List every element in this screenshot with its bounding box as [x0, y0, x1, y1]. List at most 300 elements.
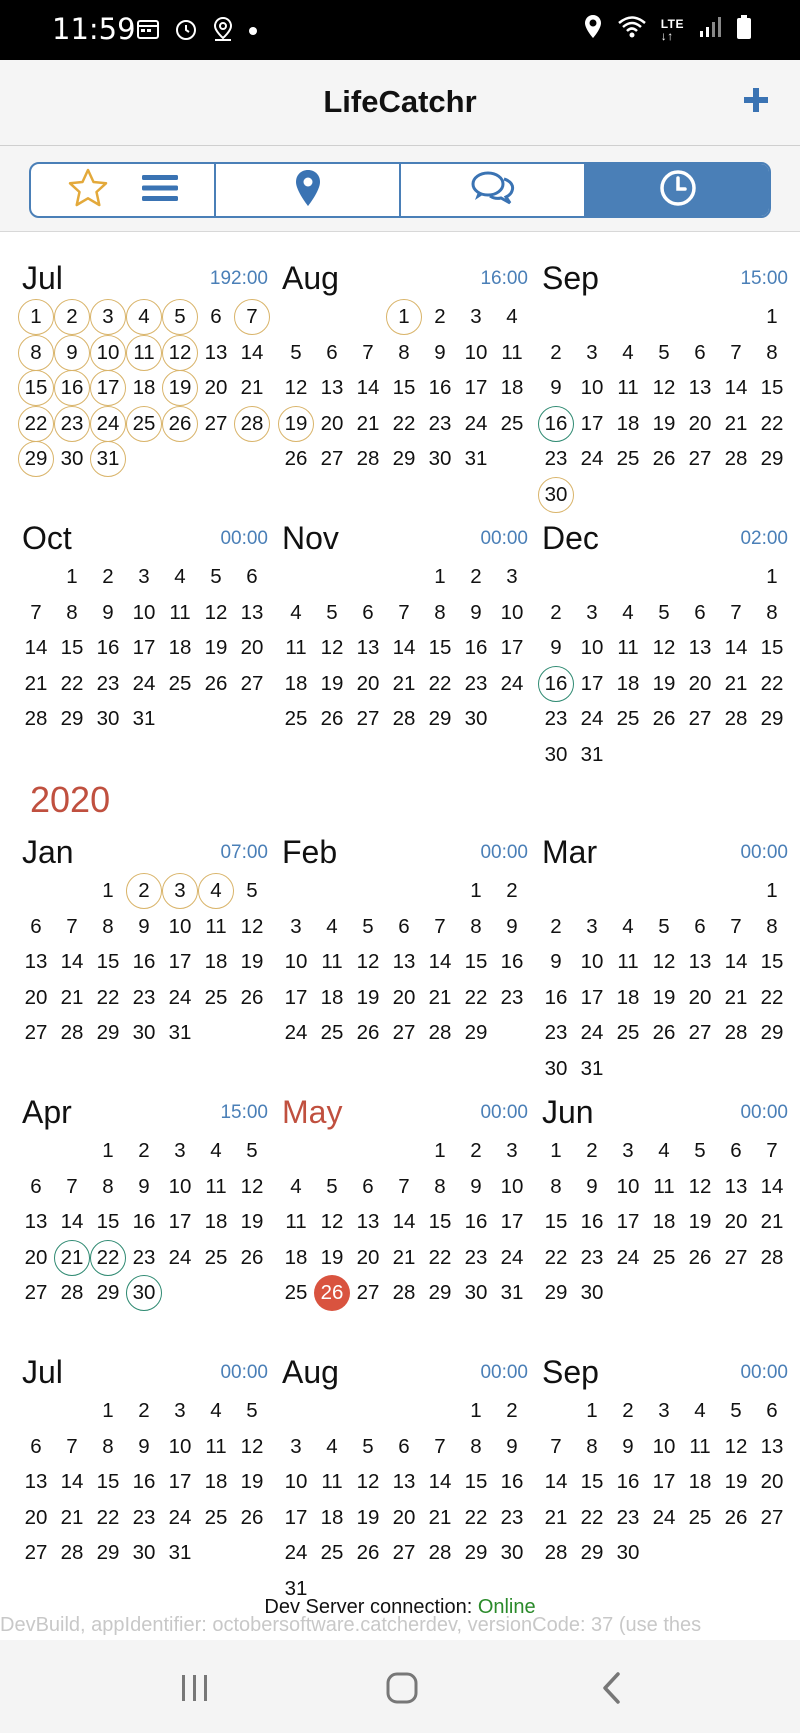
- calendar-day[interactable]: 3: [290, 914, 302, 938]
- calendar-day[interactable]: 23: [500, 1505, 524, 1529]
- calendar-day[interactable]: 21: [60, 985, 84, 1009]
- calendar-day[interactable]: 27: [724, 1245, 748, 1269]
- calendar-day[interactable]: 3: [174, 1139, 186, 1162]
- calendar-day[interactable]: 6: [30, 1174, 42, 1198]
- calendar-day[interactable]: 17: [500, 1210, 524, 1234]
- calendar-day[interactable]: 7: [730, 340, 742, 364]
- calendar-day[interactable]: 22: [760, 985, 784, 1009]
- calendar-day[interactable]: 16: [580, 1210, 604, 1234]
- calendar-day[interactable]: 25: [652, 1245, 676, 1269]
- calendar-day[interactable]: 29: [544, 1281, 568, 1305]
- calendar-day[interactable]: 10: [132, 600, 156, 624]
- calendar-day[interactable]: 16: [132, 1470, 156, 1494]
- calendar-day[interactable]: 31: [284, 1577, 308, 1600]
- calendar-day[interactable]: 10: [168, 914, 192, 938]
- calendar-day[interactable]: 5: [246, 879, 258, 902]
- calendar-day[interactable]: 14: [24, 636, 48, 660]
- calendar-day[interactable]: 8: [102, 1434, 114, 1458]
- calendar-day[interactable]: 19: [652, 411, 676, 435]
- calendar-day[interactable]: 11: [501, 340, 523, 364]
- calendar-day[interactable]: 28: [60, 1021, 84, 1045]
- calendar-day[interactable]: 22: [760, 411, 784, 435]
- calendar-day[interactable]: 17: [284, 1505, 308, 1529]
- calendar-day[interactable]: 11: [126, 335, 162, 371]
- calendar-day[interactable]: 24: [500, 671, 524, 695]
- calendar-day[interactable]: 12: [356, 1470, 380, 1494]
- calendar-day[interactable]: 17: [580, 985, 604, 1009]
- calendar-day[interactable]: 29: [96, 1281, 120, 1305]
- calendar-day[interactable]: 4: [622, 914, 634, 938]
- calendar-day[interactable]: 18: [204, 950, 228, 974]
- calendar-day[interactable]: 4: [126, 299, 162, 335]
- calendar-day[interactable]: 21: [724, 985, 748, 1009]
- calendar-day[interactable]: 14: [356, 376, 380, 400]
- calendar-day[interactable]: 16: [500, 950, 524, 974]
- calendar-day[interactable]: 9: [586, 1174, 598, 1198]
- star-icon[interactable]: [66, 167, 110, 214]
- calendar-day[interactable]: 13: [688, 950, 712, 974]
- calendar-day[interactable]: 18: [616, 411, 640, 435]
- calendar-day[interactable]: 7: [550, 1434, 562, 1458]
- calendar-day[interactable]: 11: [617, 376, 639, 400]
- calendar-day[interactable]: 16: [54, 370, 90, 406]
- calendar-day[interactable]: 29: [580, 1541, 604, 1565]
- calendar-day[interactable]: 4: [174, 565, 186, 588]
- calendar-day[interactable]: 10: [90, 335, 126, 371]
- calendar-day[interactable]: 6: [326, 340, 338, 364]
- calendar-day[interactable]: 21: [392, 671, 416, 695]
- calendar-day[interactable]: 13: [320, 376, 344, 400]
- calendar-day[interactable]: 14: [60, 1470, 84, 1494]
- calendar-day[interactable]: 12: [652, 950, 676, 974]
- calendar-day[interactable]: 29: [464, 1541, 488, 1565]
- calendar-day[interactable]: 17: [580, 411, 604, 435]
- calendar-day[interactable]: 22: [60, 671, 84, 695]
- calendar-day[interactable]: 5: [326, 600, 338, 624]
- calendar-day[interactable]: 24: [284, 1021, 308, 1045]
- calendar-day[interactable]: 13: [240, 600, 264, 624]
- calendar-day[interactable]: 26: [240, 985, 264, 1009]
- calendar-day[interactable]: 17: [580, 671, 604, 695]
- calendar-day[interactable]: 21: [60, 1505, 84, 1529]
- calendar-day[interactable]: 25: [126, 406, 162, 442]
- calendar-day[interactable]: 22: [392, 411, 416, 435]
- calendar-day[interactable]: 15: [760, 636, 784, 660]
- calendar-day[interactable]: 9: [102, 600, 114, 624]
- calendar-day[interactable]: 27: [688, 447, 712, 471]
- list-icon[interactable]: [140, 172, 180, 209]
- calendar-day[interactable]: 8: [766, 340, 778, 364]
- calendar-day[interactable]: 25: [320, 1541, 344, 1565]
- calendar-day[interactable]: 2: [470, 1139, 482, 1162]
- calendar-day[interactable]: 14: [392, 1210, 416, 1234]
- calendar-day[interactable]: 12: [724, 1434, 748, 1458]
- calendar-day[interactable]: 21: [24, 671, 48, 695]
- calendar-day[interactable]: 13: [392, 950, 416, 974]
- calendar-day[interactable]: 30: [132, 1021, 156, 1045]
- calendar-day[interactable]: 23: [500, 985, 524, 1009]
- calendar-day[interactable]: 6: [362, 600, 374, 624]
- calendar-day[interactable]: 4: [290, 1174, 302, 1198]
- calendar-day[interactable]: 14: [428, 950, 452, 974]
- calendar-day[interactable]: 3: [658, 1399, 670, 1422]
- calendar-day[interactable]: 13: [204, 340, 228, 364]
- calendar-day[interactable]: 13: [688, 636, 712, 660]
- calendar-day[interactable]: 26: [724, 1505, 748, 1529]
- calendar-day[interactable]: 23: [132, 1505, 156, 1529]
- calendar-day[interactable]: 28: [392, 707, 416, 731]
- calendar-day[interactable]: 25: [204, 985, 228, 1009]
- calendar-day[interactable]: 27: [356, 1281, 380, 1305]
- calendar-day[interactable]: 20: [760, 1470, 784, 1494]
- calendar-day[interactable]: 17: [652, 1470, 676, 1494]
- calendar-day[interactable]: 23: [464, 671, 488, 695]
- calendar-day[interactable]: 28: [60, 1281, 84, 1305]
- calendar-day[interactable]: 19: [356, 985, 380, 1009]
- calendar-day[interactable]: 15: [96, 950, 120, 974]
- calendar-day[interactable]: 10: [284, 1470, 308, 1494]
- calendar-day[interactable]: 22: [90, 1240, 126, 1276]
- calendar-day[interactable]: 2: [470, 565, 482, 588]
- calendar-day[interactable]: 22: [464, 1505, 488, 1529]
- calendar-day[interactable]: 19: [240, 1470, 264, 1494]
- calendar-day[interactable]: 7: [66, 914, 78, 938]
- calendar-day[interactable]: 6: [30, 914, 42, 938]
- calendar-day[interactable]: 26: [204, 671, 228, 695]
- calendar-day[interactable]: 22: [18, 406, 54, 442]
- calendar-day[interactable]: 20: [688, 671, 712, 695]
- calendar-day[interactable]: 1: [470, 1399, 482, 1422]
- calendar-day[interactable]: 30: [544, 1057, 568, 1080]
- calendar-day[interactable]: 27: [392, 1021, 416, 1045]
- calendar-day[interactable]: 3: [162, 873, 198, 909]
- calendar-day[interactable]: 9: [54, 335, 90, 371]
- calendar-day[interactable]: 29: [60, 707, 84, 731]
- calendar-day[interactable]: 1: [550, 1139, 562, 1162]
- calendar-day[interactable]: 22: [428, 671, 452, 695]
- calendar-day[interactable]: 10: [580, 636, 604, 660]
- calendar-day[interactable]: 19: [240, 950, 264, 974]
- calendar-day[interactable]: 16: [464, 636, 488, 660]
- calendar-day[interactable]: 13: [24, 1470, 48, 1494]
- calendar-day[interactable]: 8: [102, 914, 114, 938]
- calendar-day[interactable]: 1: [102, 879, 114, 902]
- tab-time[interactable]: [586, 164, 769, 216]
- calendar-day[interactable]: 9: [550, 376, 562, 400]
- calendar-day[interactable]: 30: [580, 1281, 604, 1305]
- calendar-day[interactable]: 1: [102, 1399, 114, 1422]
- calendar-day[interactable]: 21: [240, 376, 264, 400]
- calendar-day[interactable]: 5: [730, 1399, 742, 1422]
- calendar-day[interactable]: 9: [470, 1174, 482, 1198]
- calendar-day[interactable]: 3: [174, 1399, 186, 1422]
- calendar-day[interactable]: 5: [326, 1174, 338, 1198]
- calendar-day[interactable]: 3: [506, 565, 518, 588]
- calendar-day[interactable]: 5: [246, 1399, 258, 1422]
- calendar-day[interactable]: 31: [132, 707, 156, 731]
- calendar-day[interactable]: 9: [138, 914, 150, 938]
- calendar-day[interactable]: 18: [284, 1245, 308, 1269]
- calendar-day[interactable]: 7: [66, 1174, 78, 1198]
- calendar-day[interactable]: 11: [689, 1434, 711, 1458]
- calendar-day[interactable]: 7: [730, 914, 742, 938]
- calendar-day[interactable]: 9: [622, 1434, 634, 1458]
- calendar-day[interactable]: 8: [766, 914, 778, 938]
- calendar-day[interactable]: 14: [724, 636, 748, 660]
- calendar-day[interactable]: 31: [500, 1281, 524, 1305]
- calendar-day[interactable]: 14: [392, 636, 416, 660]
- calendar-day[interactable]: 6: [362, 1174, 374, 1198]
- calendar-day[interactable]: 7: [730, 600, 742, 624]
- calendar-day[interactable]: 18: [652, 1210, 676, 1234]
- calendar-day[interactable]: 25: [688, 1505, 712, 1529]
- calendar-day[interactable]: 7: [30, 600, 42, 624]
- calendar-day[interactable]: 3: [470, 305, 482, 328]
- calendar-day[interactable]: 6: [766, 1399, 778, 1422]
- calendar-day[interactable]: 5: [210, 565, 222, 588]
- calendar-day[interactable]: 30: [96, 707, 120, 731]
- calendar-day[interactable]: 9: [550, 636, 562, 660]
- calendar-day[interactable]: 23: [580, 1245, 604, 1269]
- calendar-day[interactable]: 2: [126, 873, 162, 909]
- calendar-day[interactable]: 27: [24, 1281, 48, 1305]
- calendar-day[interactable]: 5: [658, 340, 670, 364]
- calendar-day[interactable]: 18: [204, 1470, 228, 1494]
- calendar-day[interactable]: 12: [240, 1434, 264, 1458]
- calendar-day[interactable]: 4: [694, 1399, 706, 1422]
- calendar-day[interactable]: 19: [162, 370, 198, 406]
- calendar-day[interactable]: 12: [652, 636, 676, 660]
- add-button[interactable]: [738, 82, 774, 118]
- calendar-day[interactable]: 1: [66, 565, 78, 588]
- calendar-day[interactable]: 26: [356, 1541, 380, 1565]
- calendar-day[interactable]: 28: [724, 707, 748, 731]
- calendar-day[interactable]: 28: [24, 707, 48, 731]
- calendar-day[interactable]: 25: [284, 1281, 308, 1305]
- calendar-day[interactable]: 2: [102, 565, 114, 588]
- calendar-day[interactable]: 14: [428, 1470, 452, 1494]
- calendar-day[interactable]: 28: [544, 1541, 568, 1565]
- calendar-day[interactable]: 19: [204, 636, 228, 660]
- calendar-day[interactable]: 6: [246, 565, 258, 588]
- calendar-day[interactable]: 29: [760, 1021, 784, 1045]
- calendar-day[interactable]: 3: [290, 1434, 302, 1458]
- calendar-day[interactable]: 6: [30, 1434, 42, 1458]
- calendar-day[interactable]: 12: [284, 376, 308, 400]
- calendar-day[interactable]: 26: [652, 447, 676, 471]
- calendar-day[interactable]: 22: [580, 1505, 604, 1529]
- calendar-day[interactable]: 27: [240, 671, 264, 695]
- calendar-day[interactable]: 11: [205, 1434, 227, 1458]
- calendar-day[interactable]: 3: [506, 1139, 518, 1162]
- calendar-day[interactable]: 10: [500, 1174, 524, 1198]
- calendar-day[interactable]: 13: [392, 1470, 416, 1494]
- calendar-day[interactable]: 4: [210, 1399, 222, 1422]
- calendar-day[interactable]: 4: [326, 914, 338, 938]
- calendar-day[interactable]: 29: [760, 707, 784, 731]
- calendar-day[interactable]: 10: [464, 340, 488, 364]
- calendar-day[interactable]: 15: [392, 376, 416, 400]
- calendar-day[interactable]: 16: [616, 1470, 640, 1494]
- calendar-day[interactable]: 21: [544, 1505, 568, 1529]
- calendar-day[interactable]: 24: [580, 1021, 604, 1045]
- calendar-day[interactable]: 5: [694, 1139, 706, 1162]
- calendar-day-today[interactable]: 26: [314, 1275, 350, 1311]
- calendar-day[interactable]: 6: [694, 600, 706, 624]
- calendar-day[interactable]: 23: [54, 406, 90, 442]
- calendar-day[interactable]: 3: [90, 299, 126, 335]
- calendar-day[interactable]: 10: [168, 1434, 192, 1458]
- calendar-day[interactable]: 20: [688, 985, 712, 1009]
- calendar-day[interactable]: 18: [320, 1505, 344, 1529]
- calendar-day[interactable]: 26: [652, 1021, 676, 1045]
- calendar-day[interactable]: 28: [724, 1021, 748, 1045]
- tab-favorites-list[interactable]: [31, 164, 216, 216]
- calendar-day[interactable]: 13: [24, 1210, 48, 1234]
- calendar-day[interactable]: 1: [434, 1139, 446, 1162]
- calendar-day[interactable]: 15: [580, 1470, 604, 1494]
- calendar-day[interactable]: 29: [18, 441, 54, 477]
- calendar-day[interactable]: 27: [24, 1541, 48, 1565]
- calendar-day[interactable]: 18: [204, 1210, 228, 1234]
- calendar-day[interactable]: 5: [362, 1434, 374, 1458]
- calendar-day[interactable]: 17: [500, 636, 524, 660]
- calendar-day[interactable]: 5: [246, 1139, 258, 1162]
- calendar-day[interactable]: 10: [580, 376, 604, 400]
- calendar-day[interactable]: 1: [18, 299, 54, 335]
- calendar-day[interactable]: 1: [434, 565, 446, 588]
- calendar-day[interactable]: 4: [622, 600, 634, 624]
- calendar-day[interactable]: 3: [586, 340, 598, 364]
- calendar-day[interactable]: 22: [96, 1505, 120, 1529]
- calendar-day[interactable]: 9: [506, 1434, 518, 1458]
- calendar-day[interactable]: 8: [18, 335, 54, 371]
- calendar-day[interactable]: 28: [724, 447, 748, 471]
- calendar-day[interactable]: 26: [240, 1505, 264, 1529]
- calendar-day[interactable]: 13: [688, 376, 712, 400]
- calendar-day[interactable]: 15: [544, 1210, 568, 1234]
- calendar-day[interactable]: 20: [320, 411, 344, 435]
- calendar-day[interactable]: 25: [616, 707, 640, 731]
- calendar-day[interactable]: 29: [760, 447, 784, 471]
- calendar-day[interactable]: 24: [580, 707, 604, 731]
- calendar-day[interactable]: 8: [550, 1174, 562, 1198]
- calendar-day[interactable]: 12: [240, 914, 264, 938]
- calendar-day[interactable]: 9: [506, 914, 518, 938]
- calendar-day[interactable]: 20: [392, 985, 416, 1009]
- calendar-day[interactable]: 31: [464, 447, 488, 471]
- calendar-day[interactable]: 1: [470, 879, 482, 902]
- calendar-day[interactable]: 30: [464, 707, 488, 731]
- calendar-day[interactable]: 6: [694, 340, 706, 364]
- calendar-day[interactable]: 19: [278, 406, 314, 442]
- calendar-day[interactable]: 14: [60, 950, 84, 974]
- calendar-day[interactable]: 18: [500, 376, 524, 400]
- calendar-day[interactable]: 13: [24, 950, 48, 974]
- calendar-day[interactable]: 28: [392, 1281, 416, 1305]
- calendar-day[interactable]: 30: [544, 743, 568, 766]
- calendar-day[interactable]: 18: [616, 671, 640, 695]
- calendar-day[interactable]: 17: [90, 370, 126, 406]
- calendar-day[interactable]: 16: [96, 636, 120, 660]
- calendar-day[interactable]: 5: [162, 299, 198, 335]
- calendar-day[interactable]: 16: [500, 1470, 524, 1494]
- calendar-day[interactable]: 22: [760, 671, 784, 695]
- calendar-day[interactable]: 5: [362, 914, 374, 938]
- calendar-day[interactable]: 1: [766, 305, 778, 328]
- calendar-day[interactable]: 23: [544, 447, 568, 471]
- calendar-day[interactable]: 31: [580, 1057, 604, 1080]
- calendar-day[interactable]: 21: [356, 411, 380, 435]
- calendar-day[interactable]: 19: [240, 1210, 264, 1234]
- calendar-day[interactable]: 18: [168, 636, 192, 660]
- calendar-day[interactable]: 27: [688, 707, 712, 731]
- calendar-day[interactable]: 28: [428, 1021, 452, 1045]
- calendar-day[interactable]: 18: [132, 376, 156, 400]
- calendar-day[interactable]: 25: [204, 1505, 228, 1529]
- calendar-day[interactable]: 21: [724, 671, 748, 695]
- tab-places[interactable]: [216, 164, 401, 216]
- calendar-day[interactable]: 20: [24, 1505, 48, 1529]
- calendar-day[interactable]: 25: [320, 1021, 344, 1045]
- calendar-day[interactable]: 9: [434, 340, 446, 364]
- calendar-day[interactable]: 1: [586, 1399, 598, 1422]
- calendar-day[interactable]: 9: [138, 1174, 150, 1198]
- calendar-day[interactable]: 20: [240, 636, 264, 660]
- calendar-day[interactable]: 28: [356, 447, 380, 471]
- calendar-day[interactable]: 24: [616, 1245, 640, 1269]
- calendar-day[interactable]: 7: [362, 340, 374, 364]
- calendar-day[interactable]: 3: [138, 565, 150, 588]
- calendar-day[interactable]: 15: [760, 376, 784, 400]
- calendar-day[interactable]: 19: [652, 671, 676, 695]
- calendar-day[interactable]: 6: [730, 1139, 742, 1162]
- calendar-day[interactable]: 27: [392, 1541, 416, 1565]
- calendar-day[interactable]: 25: [616, 1021, 640, 1045]
- calendar-day[interactable]: 18: [688, 1470, 712, 1494]
- calendar-day[interactable]: 1: [766, 879, 778, 902]
- calendar-day[interactable]: 7: [398, 600, 410, 624]
- calendar-day[interactable]: 16: [538, 406, 574, 442]
- calendar-day[interactable]: 12: [240, 1174, 264, 1198]
- calendar-day[interactable]: 19: [724, 1470, 748, 1494]
- calendar-day[interactable]: 26: [320, 707, 344, 731]
- calendar-day[interactable]: 19: [688, 1210, 712, 1234]
- calendar-day[interactable]: 26: [652, 707, 676, 731]
- calendar-day[interactable]: 2: [550, 914, 562, 938]
- calendar-day[interactable]: 8: [470, 914, 482, 938]
- calendar-day[interactable]: 26: [356, 1021, 380, 1045]
- calendar-day[interactable]: 21: [760, 1210, 784, 1234]
- calendar-day[interactable]: 14: [240, 340, 264, 364]
- calendar-day[interactable]: 25: [284, 707, 308, 731]
- calendar-day[interactable]: 2: [138, 1139, 150, 1162]
- calendar-day[interactable]: 20: [24, 985, 48, 1009]
- calendar-day[interactable]: 4: [290, 600, 302, 624]
- calendar-day[interactable]: 11: [653, 1174, 675, 1198]
- calendar-day[interactable]: 11: [321, 1470, 343, 1494]
- calendar-day[interactable]: 28: [60, 1541, 84, 1565]
- calendar-day[interactable]: 30: [126, 1275, 162, 1311]
- calendar-day[interactable]: 6: [210, 305, 222, 328]
- calendar-day[interactable]: 14: [60, 1210, 84, 1234]
- calendar-day[interactable]: 20: [688, 411, 712, 435]
- calendar-day[interactable]: 15: [428, 1210, 452, 1234]
- back-button[interactable]: [592, 1668, 632, 1708]
- calendar-day[interactable]: 30: [132, 1541, 156, 1565]
- calendar-day[interactable]: 8: [102, 1174, 114, 1198]
- calendar-day[interactable]: 8: [470, 1434, 482, 1458]
